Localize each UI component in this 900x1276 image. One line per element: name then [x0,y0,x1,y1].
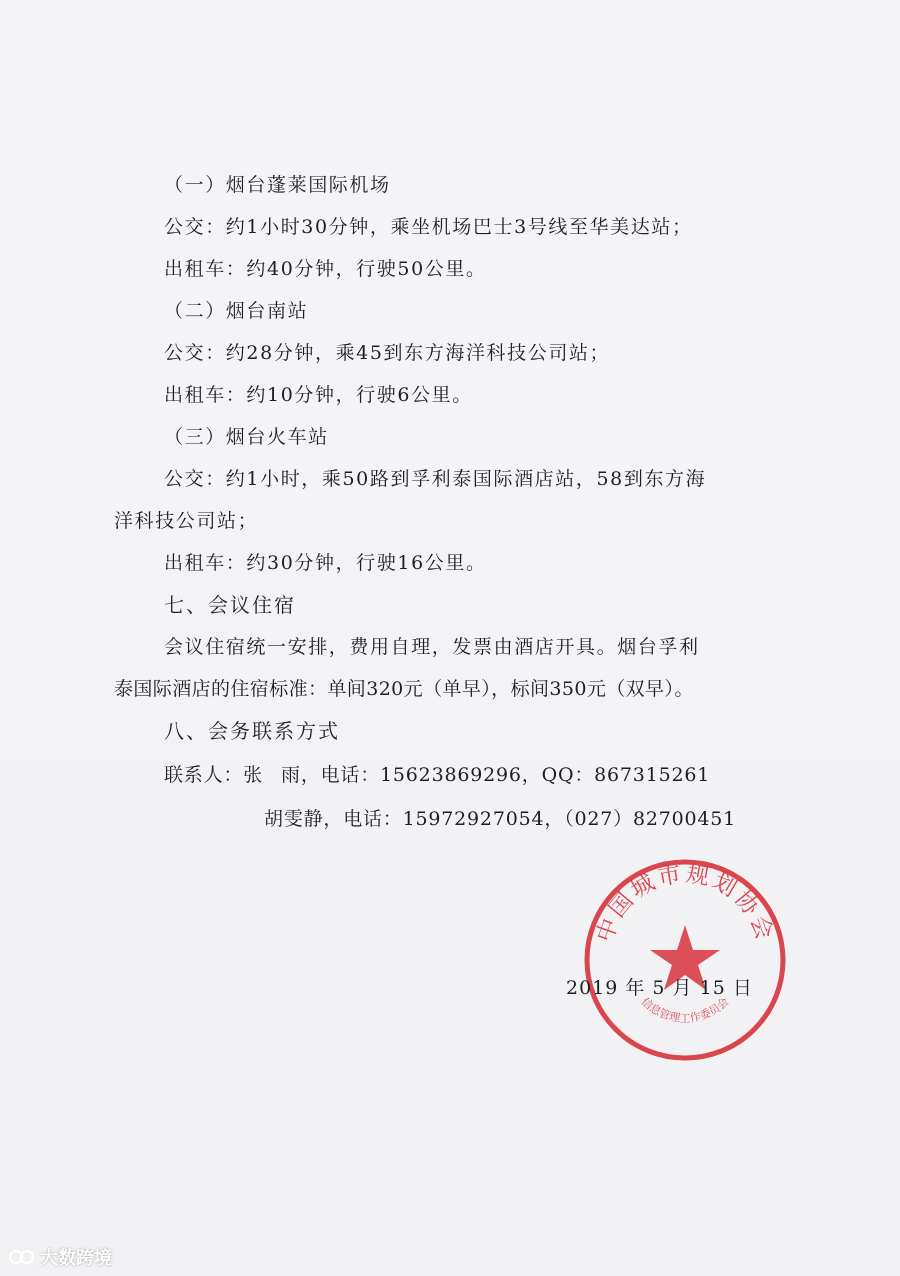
airport-heading: （一）烟台蓬莱国际机场 [164,174,391,196]
contact-heading: 八、会务联系方式 [164,719,340,743]
train-station-heading: （三）烟台火车站 [164,426,329,448]
airport-taxi: 出租车：约40分钟，行驶50公里。 [164,258,487,280]
train-station-taxi: 出租车：约30分钟，行驶16公里。 [164,552,487,574]
south-station-taxi: 出租车：约10分钟，行驶6公里。 [164,384,473,406]
accommodation-heading: 七、会议住宿 [164,593,296,617]
watermark [8,1244,112,1270]
train-station-bus-line1: 公交：约1小时，乘50路到孚利泰国际酒店站，58到东方海 [164,468,707,490]
contact-person1-rest: 雨，电话：15623869296，QQ：867315261 [281,764,711,786]
contact-person1 [164,762,710,788]
south-station-bus: 公交：约28分钟，乘45到东方海洋科技公司站； [164,342,611,364]
seal-top-text: 中国城市规划协会 [592,861,778,946]
signature-date: 2019 年 5 月 15 日 [566,977,753,999]
south-station-heading: （二）烟台南站 [164,300,309,322]
accommodation-line1: 会议住宿统一安排，费用自理，发票由酒店开具。烟台孚利 [164,636,700,658]
accommodation-line2: 泰国际酒店的住宿标准：单间320元（单早），标间350元（双早）。 [114,678,694,700]
airport-bus: 公交：约1小时30分钟，乘坐机场巴士3号线至华美达站； [164,216,693,238]
watermark-text: 大数跨境 [40,1248,112,1269]
contact-person1-name-a: 张 [243,764,264,786]
watermark-logo-icon [8,1247,36,1267]
train-station-bus-line2: 洋科技公司站； [114,510,259,532]
seal-bottom-text: 信息管理工作委员会 [638,995,732,1025]
official-seal [580,855,790,1065]
contact-label: 联系人： [164,764,244,786]
contact-person2: 胡雯静，电话：15972927054，（027）82700451 [264,808,737,830]
